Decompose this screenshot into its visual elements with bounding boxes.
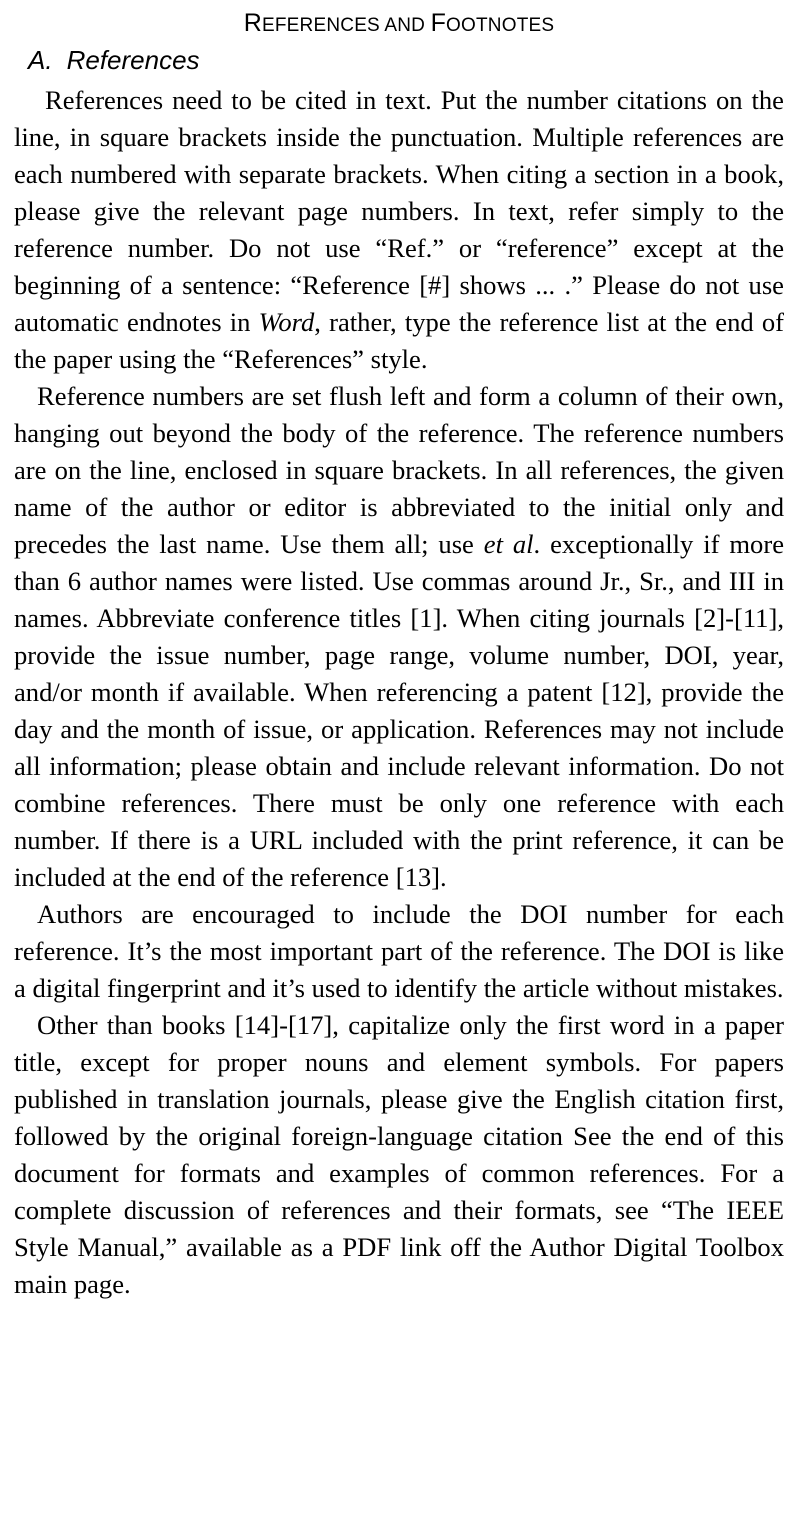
heading-smallcaps-1: EFERENCES AND	[262, 15, 431, 36]
subsection-heading	[14, 40, 784, 82]
document-page	[14, 0, 784, 1303]
paragraph-reference-format	[14, 378, 784, 896]
section-heading	[14, 0, 784, 40]
paragraph-text: Reference numbers are set flush left and form a column of their own, hanging out beyond the body of the reference. The reference numbers are on the line, enclosed in square brackets. In all references, the given name of the author or editor is abbreviated to the initial only and precedes the last name. Use them all; use	[14, 381, 784, 559]
paragraph-text: . exceptionally if more than 6 author names were listed. Use commas around Jr., Sr., and III in names. Abbreviate conference titles [1]. When citing journals [2]-[11], provide the issue number, page range, volume number, DOI, year, and/or month if available. When referencing a patent [12], provide the day and the month of issue, or application. References may not include all information; please obtain and include relevant information. Do not combine references. There must be only one reference with each number. If there is a URL included with the print reference, it can be included at the end of the reference [13].	[14, 529, 785, 892]
heading-smallcaps-2: OOTNOTES	[446, 15, 555, 36]
paragraph-citation-rules	[14, 82, 784, 378]
paragraph-text: References need to be cited in text. Put the number citations on the line, in square brackets inside the punctuation. Multiple references are each numbered with separate brackets. When citing a section in a book, please give the relevant page numbers. In text, refer simply to the reference number. Do not use “Ref.” or “reference” except at the beginning of a sentence: “Reference [#] shows ... .” Please do not use automatic endnotes in	[14, 85, 784, 337]
subsection-number: A.	[28, 45, 53, 75]
paragraph-text: , rather, type the reference list at the end of the paper using the “References” style.	[14, 307, 784, 374]
paragraph-doi: Authors are encouraged to include the DOI number for each reference. It’s the most important part of the reference. The DOI is like a digital fingerprint and it’s used to identify the article without mistakes.	[14, 899, 784, 1003]
subsection-title: References	[66, 45, 200, 75]
italic-term-et-al: et al	[483, 529, 534, 559]
heading-initial-1: R	[243, 9, 262, 37]
italic-term-word: Word	[258, 307, 315, 337]
heading-initial-2: F	[430, 9, 447, 37]
paragraph-capitalization: Other than books [14]-[17], capitalize only the first word in a paper title, except for proper nouns and element symbols. For papers published in translation journals, please give the English citation first, followed by the original foreign-language citation See the end of this document for formats and examples of common references. For a complete discussion of references and their formats, see “The IEEE Style Manual,” available as a PDF link off the Author Digital Toolbox main page.	[14, 1010, 784, 1299]
